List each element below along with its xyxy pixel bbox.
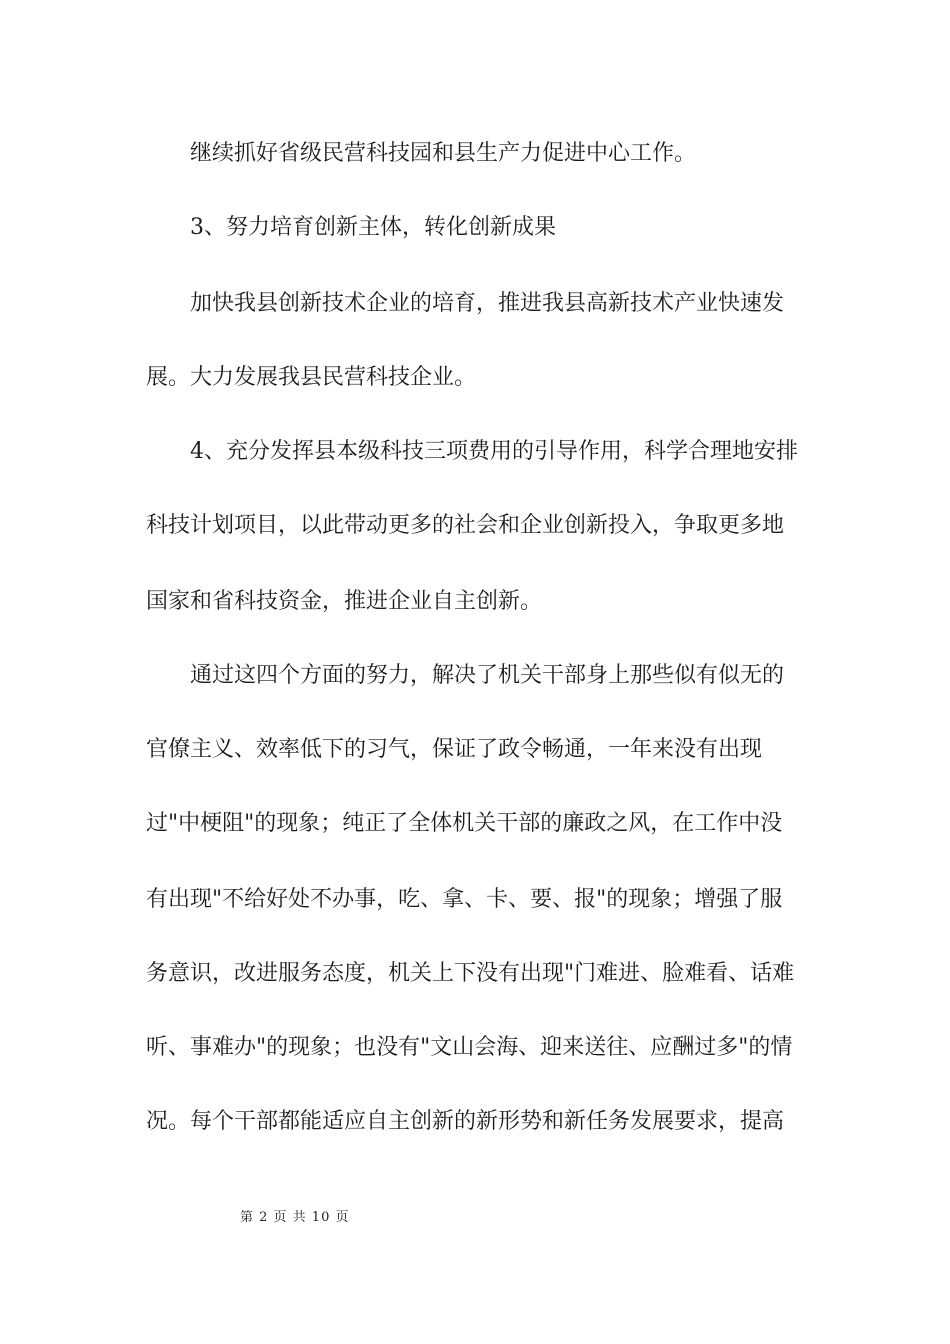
paragraph-line: 过"中梗阻"的现象；纯正了全体机关干部的廉政之风，在工作中没 xyxy=(146,811,783,836)
section-heading: 3、努力培育创新主体，转化创新成果 xyxy=(190,215,556,240)
paragraph-line: 听、事难办"的现象；也没有"文山会海、迎来送往、应酬过多"的情 xyxy=(146,1035,793,1060)
paragraph-line: 继续抓好省级民营科技园和县生产力促进中心工作。 xyxy=(190,141,697,166)
paragraph-line: 展。大力发展我县民营科技企业。 xyxy=(146,365,477,390)
paragraph-line: 有出现"不给好处不办事，吃、拿、卡、要、报"的现象；增强了服 xyxy=(146,887,783,912)
paragraph-line: 科技计划项目，以此带动更多的社会和企业创新投入，争取更多地 xyxy=(146,513,785,538)
paragraph-line: 官僚主义、效率低下的习气，保证了政令畅通，一年来没有出现 xyxy=(146,737,763,762)
paragraph-line: 国家和省科技资金，推进企业自主创新。 xyxy=(146,589,543,614)
page-number-footer: 第 2 页 共 10 页 xyxy=(240,1210,350,1225)
paragraph-line: 通过这四个方面的努力，解决了机关干部身上那些似有似无的 xyxy=(190,663,785,688)
paragraph-line: 务意识，改进服务态度，机关上下没有出现"门难进、脸难看、话难 xyxy=(146,961,795,986)
paragraph-line: 4、充分发挥县本级科技三项费用的引导作用，科学合理地安排 xyxy=(190,439,798,464)
paragraph-line: 况。每个干部都能适应自主创新的新形势和新任务发展要求，提高 xyxy=(146,1109,785,1134)
paragraph-line: 加快我县创新技术企业的培育，推进我县高新技术产业快速发 xyxy=(190,291,785,316)
